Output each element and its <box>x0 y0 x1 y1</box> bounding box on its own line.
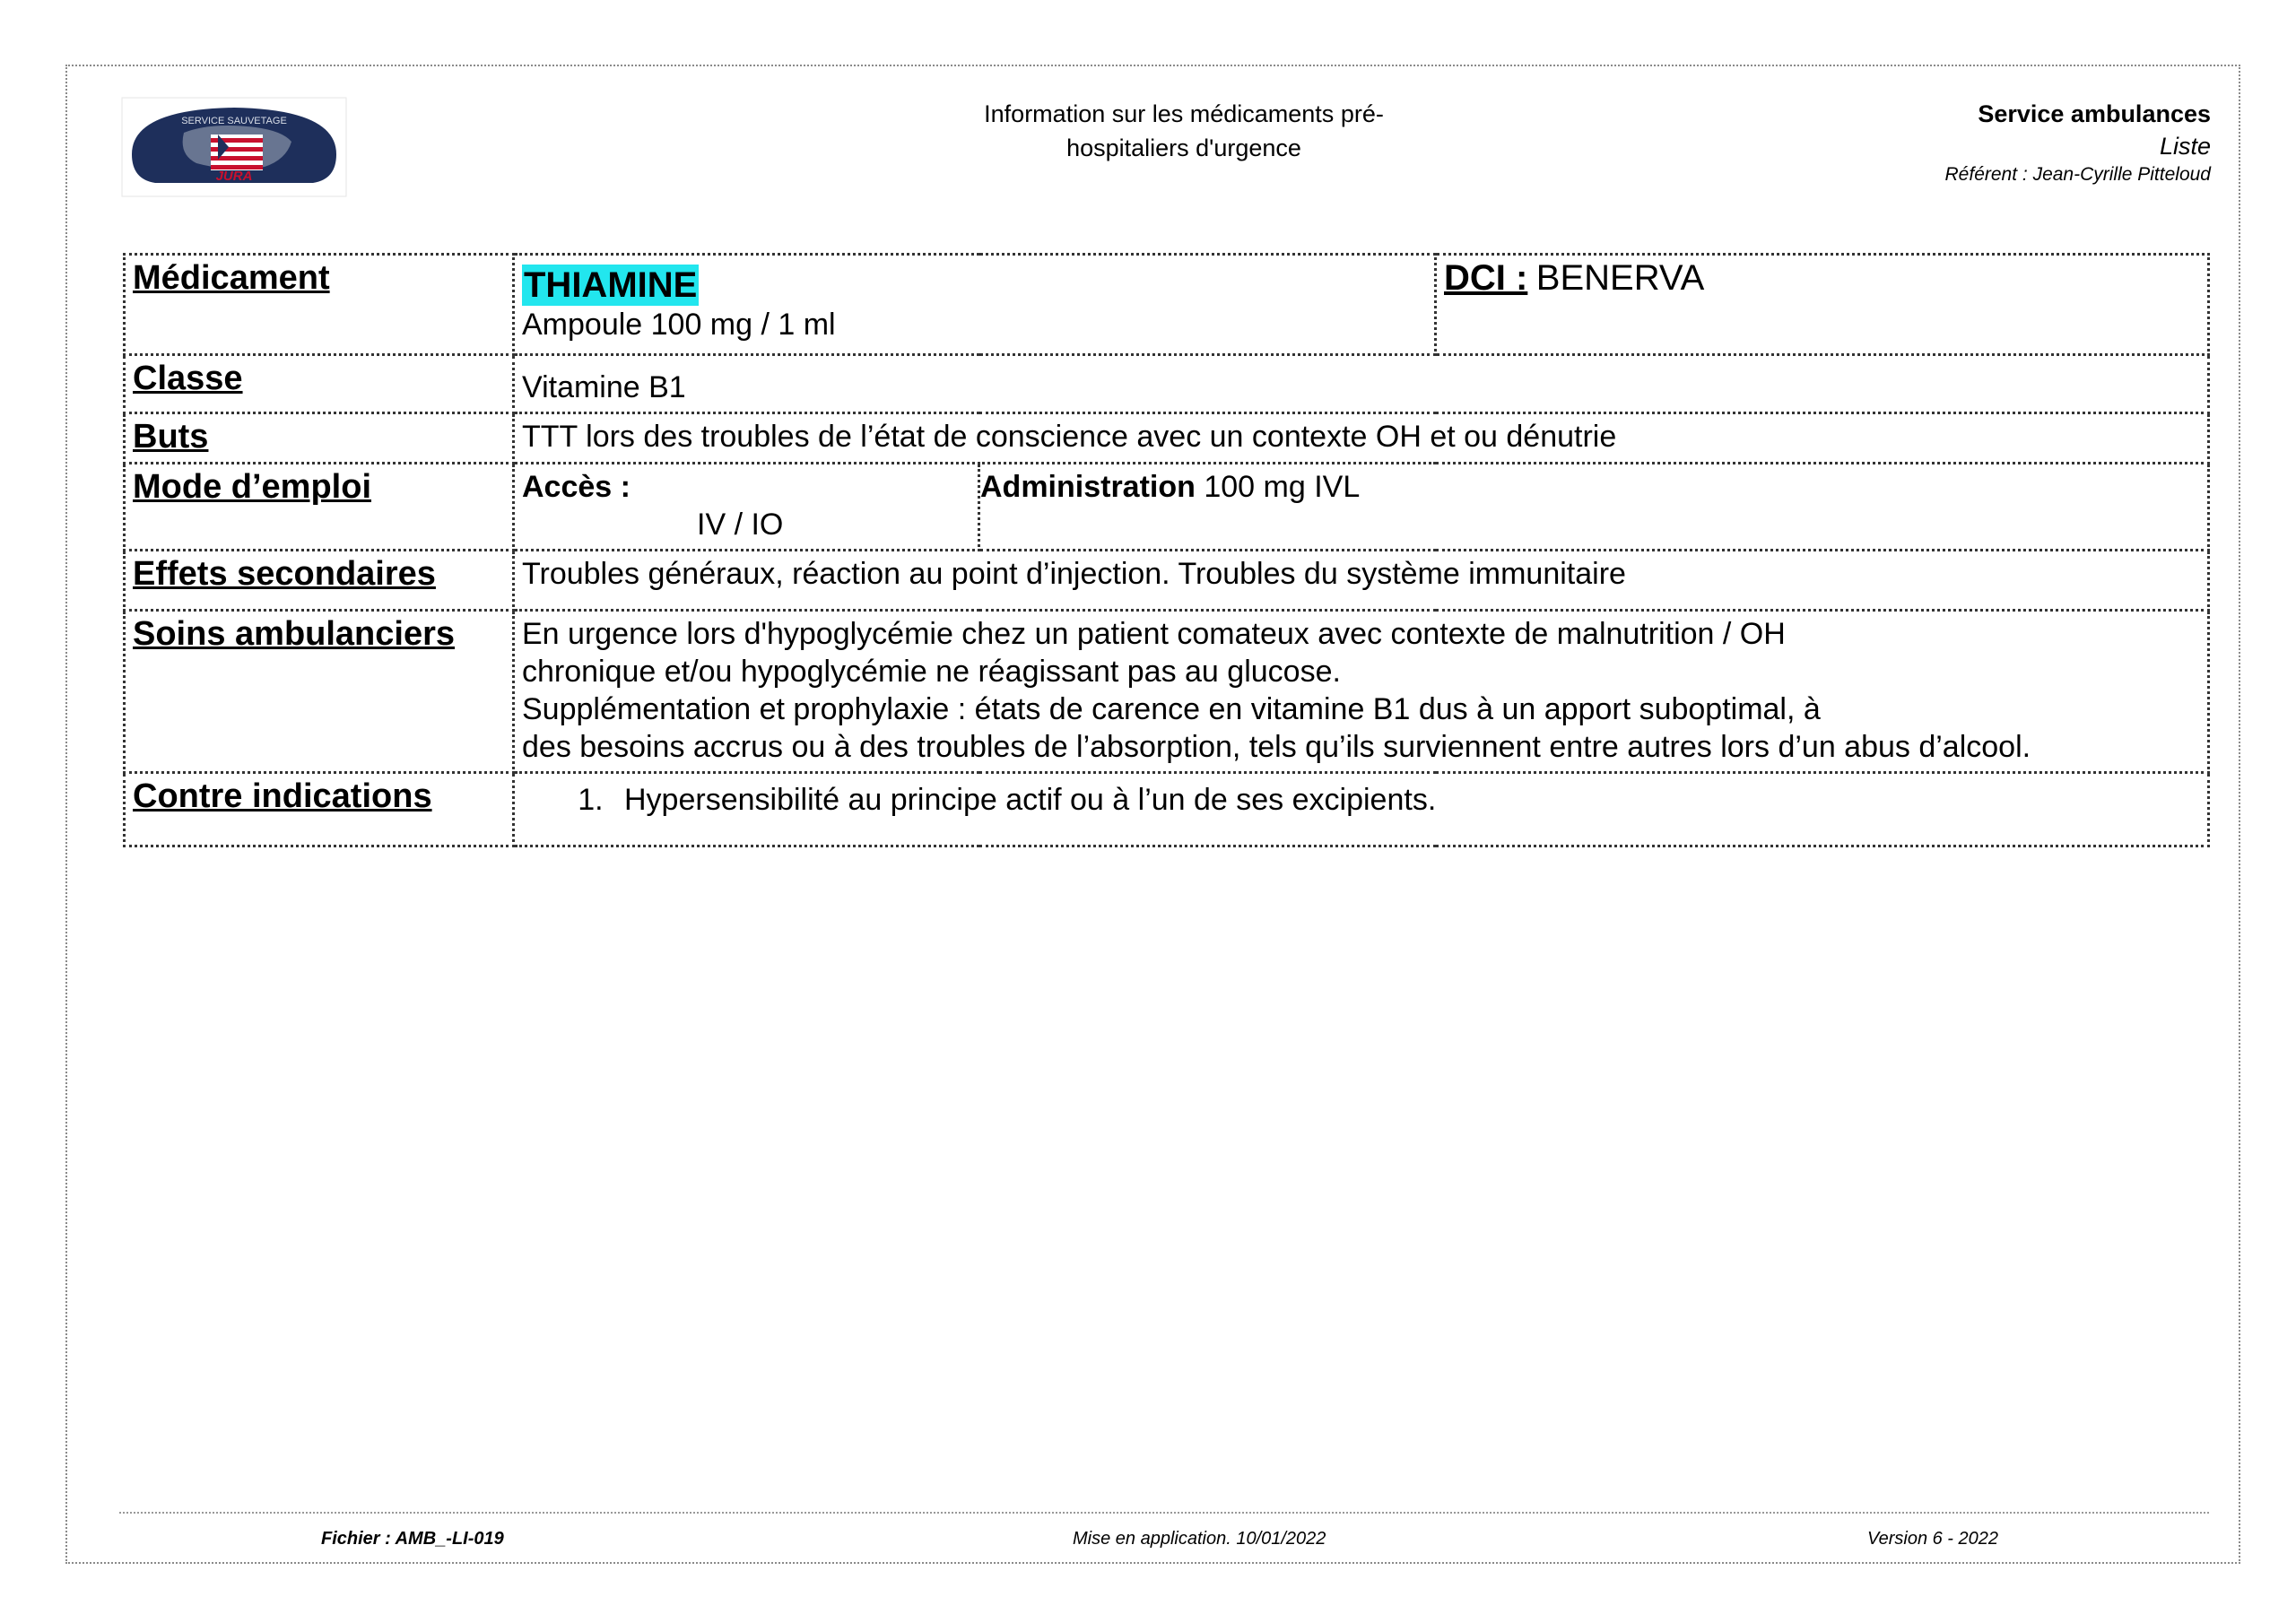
classe-value: Vitamine B1 <box>514 355 2209 413</box>
contre-indications-list <box>522 781 2200 819</box>
acces-value: IV / IO <box>697 508 784 542</box>
drug-name: THIAMINE <box>524 265 698 305</box>
row-mode-emploi <box>125 464 2209 551</box>
soins-line: des besoins accrus ou à des troubles de l’absorption, tels qu’ils surviennent entre autres lors d’un abus d’alcool. <box>522 730 2031 764</box>
document-title <box>897 97 1471 165</box>
dci-cell <box>1436 255 2209 355</box>
medicament-value <box>514 255 1436 355</box>
medication-table <box>123 253 2210 847</box>
footer-mise-en-application: Mise en application. 10/01/2022 <box>1073 1529 1326 1549</box>
logo-text-bottom: JURA <box>215 169 253 184</box>
soins-line: chronique et/ou hypoglycémie ne réagissant pas au glucose. <box>522 655 1341 689</box>
label-mode-emploi: Mode d’emploi <box>125 464 514 551</box>
administration-value: 100 mg IVL <box>1204 470 1361 504</box>
footer-divider <box>119 1512 2209 1514</box>
service-name: Service ambulances <box>1978 100 2211 127</box>
service-type: Liste <box>2159 133 2211 160</box>
row-contre-indications <box>125 773 2209 846</box>
label-contre-indications: Contre indications <box>125 773 514 846</box>
label-medicament: Médicament <box>125 255 514 355</box>
administration-cell <box>979 464 2209 551</box>
label-effets: Effets secondaires <box>125 551 514 611</box>
logo-text-top: SERVICE SAUVETAGE <box>181 116 287 126</box>
dci-value: BENERVA <box>1535 258 1705 298</box>
soins-value <box>514 611 2209 773</box>
footer-version: Version 6 - 2022 <box>1867 1529 1999 1549</box>
jura-rescue-logo <box>121 97 347 197</box>
buts-value: TTT lors des troubles de l’état de conscience avec un contexte OH et ou dénutrie <box>514 413 2209 464</box>
service-info <box>1945 97 2211 188</box>
administration-label: Administration <box>980 470 1196 504</box>
row-classe <box>125 355 2209 413</box>
label-buts: Buts <box>125 413 514 464</box>
soins-line: En urgence lors d'hypoglycémie chez un patient comateux avec contexte de malnutrition / OH <box>522 617 1786 651</box>
acces-cell <box>514 464 979 551</box>
dci-label: DCI : <box>1444 258 1528 298</box>
soins-line: Supplémentation et prophylaxie : états de carence en vitamine B1 dus à un apport suboptimal, à <box>522 692 1821 726</box>
title-line-2: hospitaliers d'urgence <box>1066 135 1301 161</box>
footer-fichier: Fichier : AMB_-LI-019 <box>321 1529 504 1549</box>
list-item: 1. Hypersensibilité au principe actif ou à l’un de ses excipients. <box>612 781 2200 819</box>
referent: Référent : Jean-Cyrille Pitteloud <box>1944 164 2211 185</box>
row-medicament <box>125 255 2209 355</box>
drug-form: Ampoule 100 mg / 1 ml <box>522 308 836 342</box>
acces-label: Accès : <box>522 470 631 504</box>
title-line-1: Information sur les médicaments pré- <box>984 100 1384 127</box>
effets-value: Troubles généraux, réaction au point d’injection. Troubles du système immunitaire <box>514 551 2209 611</box>
row-soins <box>125 611 2209 773</box>
contre-indications-value <box>514 773 2209 846</box>
row-effets <box>125 551 2209 611</box>
label-soins: Soins ambulanciers <box>125 611 514 773</box>
label-classe: Classe <box>125 355 514 413</box>
row-buts <box>125 413 2209 464</box>
